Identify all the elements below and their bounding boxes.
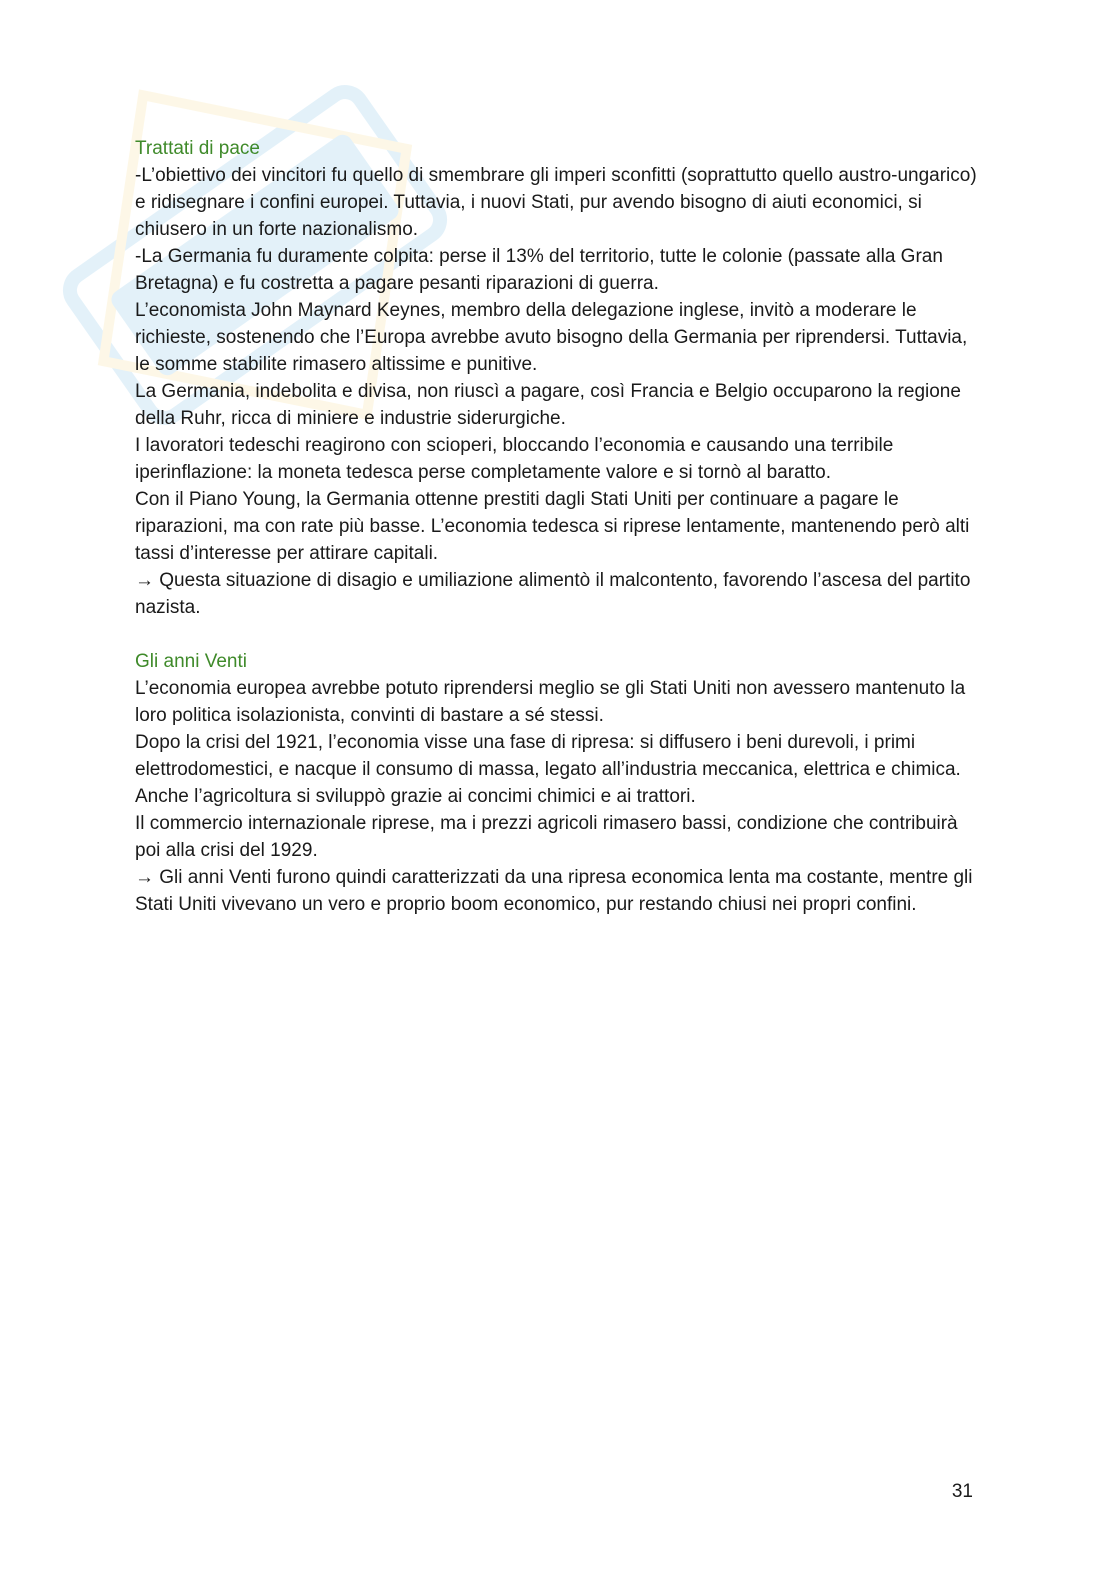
paragraph: Dopo la crisi del 1921, l’economia visse una fase di ripresa: si diffusero i beni durevoli, i primi elettrodomestici, e nacque il consumo di massa, legato all’industria meccanica, elettrica e chimica. [135, 732, 961, 780]
section-trattati-di-pace [135, 135, 985, 621]
paragraph: Il commercio internazionale riprese, ma i prezzi agricoli rimasero bassi, condizione che contribuirà poi alla crisi del 1929. [135, 813, 958, 861]
document-body [135, 135, 985, 945]
paragraph: → Gli anni Venti furono quindi caratterizzati da una ripresa economica lenta ma costante, mentre gli Stati Uniti vivevano un vero e proprio boom economico, pur restando chiusi nei propri confini. [135, 867, 973, 915]
section-gli-anni-venti [135, 648, 985, 918]
paragraph: → Questa situazione di disagio e umiliazione alimentò il malcontento, favorendo l’ascesa del partito nazista. [135, 570, 971, 618]
paragraph: L’economia europea avrebbe potuto riprendersi meglio se gli Stati Uniti non avessero mantenuto la loro politica isolazionista, convinti di bastare a sé stessi. [135, 678, 966, 726]
page-number: 31 [951, 1481, 973, 1502]
paragraph: La Germania, indebolita e divisa, non riuscì a pagare, così Francia e Belgio occuparono la regione della Ruhr, ricca di miniere e industrie siderurgiche. [135, 381, 961, 429]
paragraph: Con il Piano Young, la Germania ottenne prestiti dagli Stati Uniti per continuare a pagare le riparazioni, ma con rate più basse. L’economia tedesca si riprese lentamente, mantenendo però alti tassi d’interesse per attirare capitali. [135, 489, 970, 564]
paragraph: -La Germania fu duramente colpita: perse il 13% del territorio, tutte le colonie (passate alla Gran Bretagna) e fu costretta a pagare pesanti riparazioni di guerra. [135, 246, 943, 294]
paragraph: -L’obiettivo dei vincitori fu quello di smembrare gli imperi sconfitti (soprattutto quello austro-ungarico) e ridisegnare i confini europei. Tuttavia, i nuovi Stati, pur avendo bisogno di aiuti economici, si chiusero in un forte nazionalismo. [135, 165, 977, 240]
paragraph: Anche l’agricoltura si sviluppò grazie ai concimi chimici e ai trattori. [135, 786, 696, 807]
section-heading: Trattati di pace [135, 138, 260, 159]
paragraph: I lavoratori tedeschi reagirono con scioperi, bloccando l’economia e causando una terribile iperinflazione: la moneta tedesca perse completamente valore e si tornò al baratto. [135, 435, 894, 483]
section-heading: Gli anni Venti [135, 651, 247, 672]
paragraph: L’economista John Maynard Keynes, membro della delegazione inglese, invitò a moderare le richieste, sostenendo che l’Europa avrebbe avuto bisogno della Germania per riprendersi. Tuttavia, le somme stabilite rimasero altissime e punitive. [135, 300, 968, 375]
